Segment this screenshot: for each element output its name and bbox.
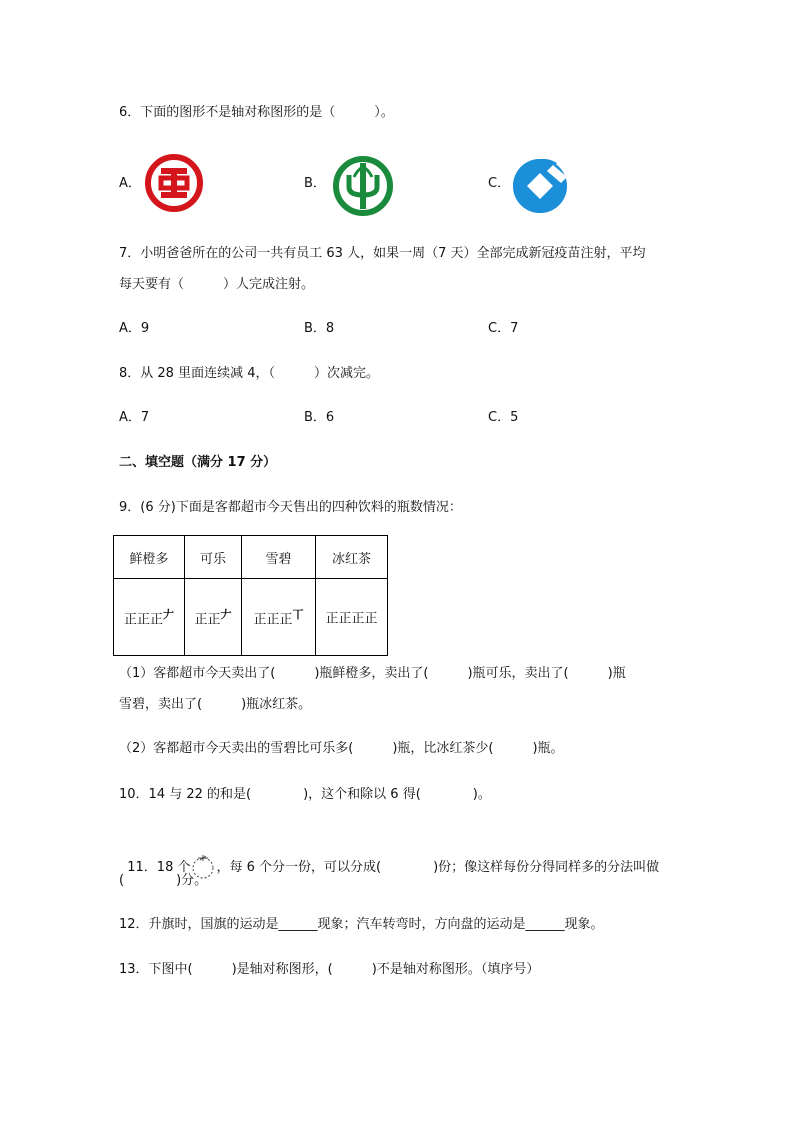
q6-text: 6．下面的图形不是轴对称图形的是（ ）。 <box>119 105 394 120</box>
q12-text: 12．升旗时，国旗的运动是______现象；汽车转弯时，方向盘的运动是______现象。 <box>119 917 604 932</box>
q6-option-c-label: C． <box>488 176 511 191</box>
tally-value: 正正 <box>194 612 221 628</box>
tally-cell <box>242 579 316 656</box>
icbc-logo-icon <box>144 153 204 213</box>
table-header-cell: 可乐 <box>185 536 242 579</box>
q7-option-b: B．8 <box>304 321 335 336</box>
q6-option-b-label: B． <box>304 176 326 191</box>
q13-text: 13．下图中( )是轴对称图形，( )不是轴对称图形。（填序号） <box>119 962 540 977</box>
q10-text: 10．14 与 22 的和是( )，这个和除以 6 得( )。 <box>119 787 491 802</box>
q8-text: 8．从 28 里面连续减 4，（ ）次减完。 <box>119 366 379 381</box>
tally-cell <box>185 579 242 656</box>
q9-sub1-line2: 雪碧，卖出了( )瓶冰红茶。 <box>119 697 312 712</box>
tally-partial-mark: 𠂇 <box>220 608 232 622</box>
q6-option-a-label: A． <box>119 176 141 191</box>
tally-cell <box>316 579 388 656</box>
q8-option-a: A．7 <box>119 410 150 425</box>
q8-option-b: B．6 <box>304 410 335 425</box>
q7-line1: 7．小明爸爸所在的公司一共有员工 63 人，如果一周（7 天）全部完成新冠疫苗注射，平均 <box>119 246 646 261</box>
abc-logo-icon <box>332 155 394 217</box>
q11-line2: ( )分。 <box>119 873 208 888</box>
q9-text: 9．(6 分)下面是客都超市今天售出的四种饮料的瓶数情况： <box>119 500 462 515</box>
section-2-title: 二、填空题（满分 17 分） <box>119 455 277 470</box>
tally-cell <box>114 579 185 656</box>
q7-option-a: A．9 <box>119 321 150 336</box>
table-header-cell: 鲜橙多 <box>114 536 185 579</box>
beverage-tally-table <box>113 535 388 656</box>
ccb-logo-icon <box>511 157 569 215</box>
q11-suffix: ，每 6 个分一份，可以分成( )份；像这样每份分得同样多的分法叫做 <box>216 860 660 875</box>
q7-line2: 每天要有（ ）人完成注射。 <box>119 277 315 292</box>
tally-partial-mark: 丅 <box>292 608 304 622</box>
q9-sub2: （2）客都超市今天卖出的雪碧比可乐多( )瓶，比冰红茶少( )瓶。 <box>119 741 564 756</box>
q11-prefix: 11．18 个 <box>127 860 191 875</box>
q9-sub1-line1: （1）客都超市今天卖出了( )瓶鲜橙多，卖出了( )瓶可乐，卖出了( )瓶 <box>119 666 626 681</box>
tally-value: 正正正 <box>253 612 293 628</box>
tally-partial-mark: 𠂇 <box>163 608 174 622</box>
tally-value: 正正正 <box>123 612 163 628</box>
q7-option-c: C．7 <box>488 321 519 336</box>
tally-value: 正正正正 <box>325 611 378 627</box>
q8-option-c: C．5 <box>488 410 519 425</box>
table-header-cell: 雪碧 <box>242 536 316 579</box>
table-header-cell: 冰红茶 <box>316 536 388 579</box>
